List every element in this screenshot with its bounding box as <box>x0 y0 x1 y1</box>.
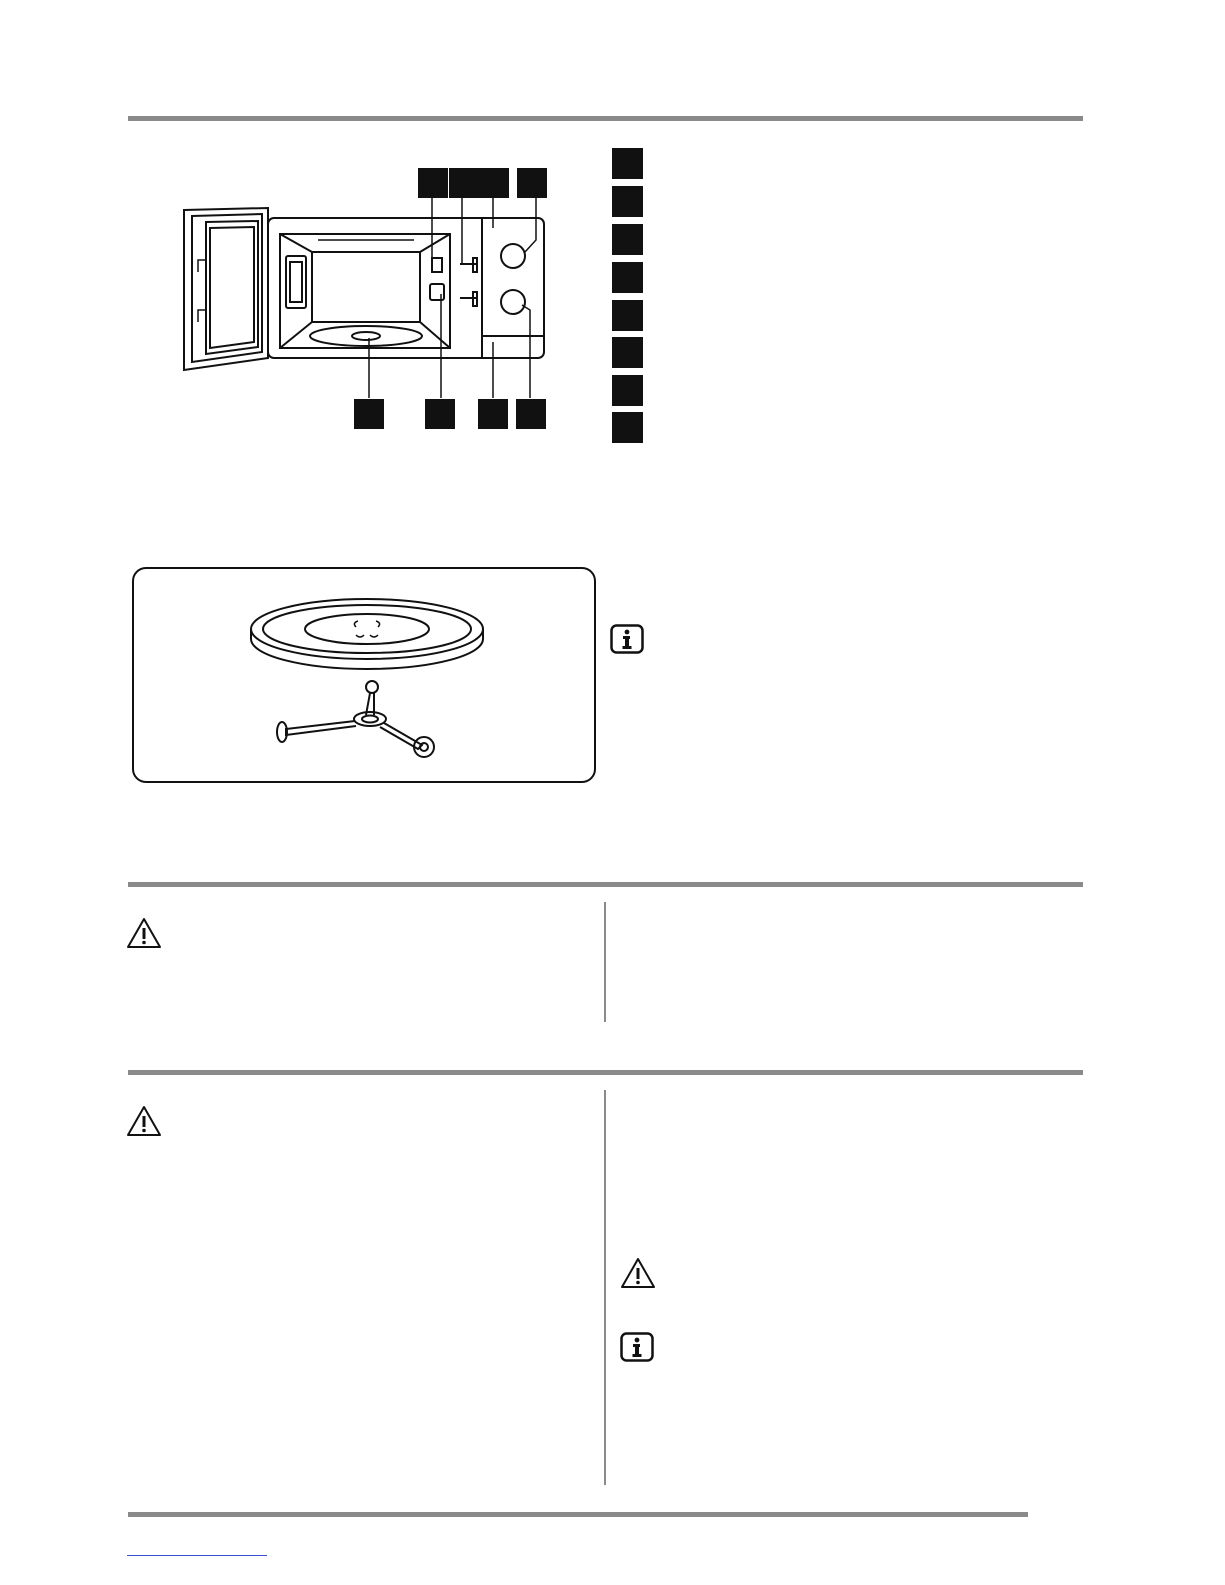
section-divider-before-first-use <box>128 882 1083 887</box>
info-icon <box>620 1332 654 1362</box>
callout-marker <box>425 399 455 429</box>
legend-marker <box>612 412 643 443</box>
callout-marker <box>517 168 547 198</box>
warning-icon <box>126 917 162 949</box>
info-icon <box>610 624 644 654</box>
legend-marker <box>612 337 643 368</box>
section-divider-top <box>128 116 1083 121</box>
legend-marker <box>612 148 643 179</box>
callout-marker <box>479 168 509 198</box>
legend-marker <box>612 375 643 406</box>
section-divider-installation <box>128 1070 1083 1075</box>
legend-marker <box>612 300 643 331</box>
legend-marker <box>612 262 643 293</box>
callout-marker <box>418 168 448 198</box>
legend-marker <box>612 224 643 255</box>
footer-link-underline[interactable] <box>127 1555 267 1556</box>
warning-icon <box>620 1257 656 1289</box>
microwave-diagram <box>170 160 560 440</box>
turntable-illustration <box>134 569 594 781</box>
warning-icon <box>126 1105 162 1137</box>
column-divider <box>604 902 606 1022</box>
callout-marker <box>449 168 479 198</box>
callout-marker <box>516 399 546 429</box>
turntable-figure-frame <box>132 567 596 783</box>
callout-marker <box>354 399 384 429</box>
callout-marker <box>478 399 508 429</box>
section-divider-footer <box>128 1512 1028 1517</box>
legend-marker <box>612 186 643 217</box>
column-divider <box>604 1090 606 1485</box>
